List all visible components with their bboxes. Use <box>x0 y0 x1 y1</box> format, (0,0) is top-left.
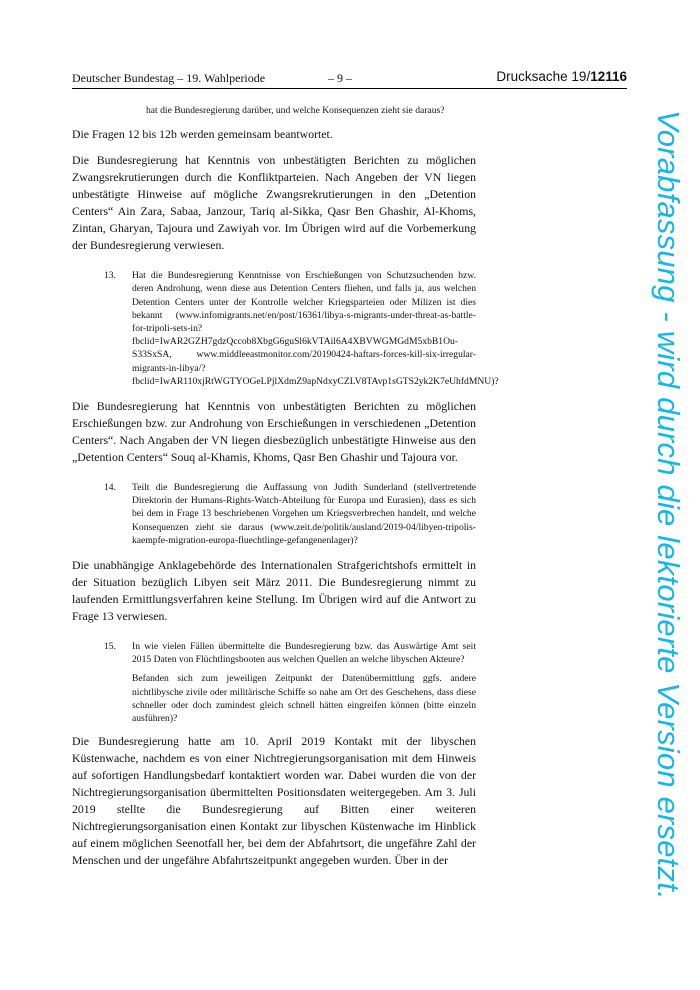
question-15-followup: Befanden sich zum jeweiligen Zeitpunkt der Datenübermittlung ggfs. andere nichtlibysche zivile oder militärische Schiffe so nahe am Ort des Geschehens, dass diese schneller oder doch zumindest gleich schnell hätten eingreifen können (bitte einzeln ausführen)? <box>132 673 476 725</box>
question-13-text: Hat die Bundesregierung Kenntnisse von Erschießungen von Schutzsuchenden bzw. deren Androhung, wenn diese aus Detention Centers fliehen, und falls ja, aus welchen Detention Centers unter der Kontrolle welcher Kriegsparteien oder Milizen ist dies bekannt (www.infomigrants.net/en/post/16361/libya-s-migrants-under-threat-as-battle-for-tripoli-sets-in?fbclid=IwAR2GZH7gdzQccob8XbgG6guSl6kVTAil6A4XBVWGMGdM5xbB1Ou-S33SxSA, www.middleeastmonitor.com/20190424-haftars-forces-kill-six-irregular-migrants-in-libya/?fbclid=IwAR110xjRtWGTYOGeLPjlXdmZ9apNdxyCZLV8TAvp1sGTS2yk2K7eUhfdMNU)? <box>132 270 499 387</box>
document-body <box>72 104 499 878</box>
document-number-prefix: Drucksache <box>496 69 572 84</box>
question-15-number: 15. <box>104 641 116 653</box>
answer-13: Die Bundesregierung hat Kenntnis von unbestätigten Berichten zu möglichen Erschießungen bzw. zur Androhung von Erschießungen in verschiedenen „Detention Centers“. Nach Angaben der VN liegen diesbezüglich unbestätigte Hinweise aus den „Detention Centers“ Souq al-Khamis, Khoms, Qasr Ben Ghashir und Tajoura vor. <box>72 399 476 465</box>
question-13 <box>72 269 499 388</box>
draft-watermark <box>648 110 690 900</box>
question-15-text: In wie vielen Fällen übermittelte die Bundesregierung bzw. das Auswärtige Amt seit 2015 Daten von Flüchtlingsbooten aus welchen Quellen an welche libyschen Akteure? <box>132 641 476 666</box>
question-14 <box>72 481 476 547</box>
answer-12-intro: Die Fragen 12 bis 12b werden gemeinsam beantwortet. <box>72 127 333 142</box>
page-header <box>72 70 627 86</box>
page-number: – 9 – <box>328 71 352 85</box>
question-14-number: 14. <box>104 482 116 494</box>
document-number-period: 19/ <box>571 69 591 84</box>
answer-14: Die unabhängige Anklagebehörde des Internationalen Strafgerichtshofs ermittelt in der Situation bezüglich Libyen seit März 2011. Die Bundesregierung nimmt zu laufenden Ermittlungsverfahren keine Stellung. Im Übrigen wird auf die Antwort zu Frage 13 verwiesen. <box>72 558 476 624</box>
document-number-id: 12116 <box>590 69 627 84</box>
question-14-text: Teilt die Bundesregierung die Auffassung von Judith Sunderland (stellvertretende Direktorin der Humans-Rights-Watch-Abteilung für Europa und Eurasien), dass es sich bei dem in Frage 13 beschriebenen Vorgehen um Kriegsverbrechen handelt, und welche Konsequenzen zieht sie daraus (www.zeit.de/politik/ausland/2019-04/libyen-tripolis-kaempfe-migration-europa-fluechtlinge-gefangenenlager)? <box>132 482 476 546</box>
question-13-number: 13. <box>104 270 116 282</box>
answer-15: Die Bundesregierung hatte am 10. April 2019 Kontakt mit der libyschen Küstenwache, nachdem es von einer Nichtregierungsorganisation mit dem Hinweis auf sofortigen Handlungsbedarf kontaktiert worden war. Dabei wurden die von der Nichtregierungsorganisation übermittelten Positionsdaten weitergegeben. Am 3. Juli 2019 stellte die Bundesregierung auf Bitten einer weiteren Nichtregierungsorganisation einen Kontakt zur libyschen Küstenwache im Hinblick auf einem möglichen Seenotfall her, bei dem der Abfahrtsort, die ungefähre Zahl der Menschen und der ungefähre Abfahrtszeitpunkt angegeben wurden. Über in der <box>72 734 476 868</box>
document-number <box>496 69 627 85</box>
question-12b-tail: hat die Bundesregierung darüber, und welche Konsequenzen zieht sie daraus? <box>146 105 445 116</box>
answer-12-body: Die Bundesregierung hat Kenntnis von unbestätigten Berichten zu möglichen Zwangsrekrutierungen durch die Konfliktparteien. Nach Angeben der VN liegen unbestätigte Hinweise auf mögliche Zwangsrekrutierungen in den „Detention Centers“ Ain Zara, Sabaa, Janzour, Tariq al-Sikka, Qasr Ben Ghashir, Al-Khoms, Zintan, Gharyan, Tajoura und Zawiyah vor. Im Übrigen wird auf die Vorbemerkung der Bundesregierung verwiesen. <box>72 153 476 253</box>
question-15 <box>72 640 476 666</box>
draft-watermark-text: Vorabfassung - wird durch die lektorierte Version ersetzt. <box>651 110 686 900</box>
header-parliament: Deutscher Bundestag – 19. Wahlperiode <box>72 71 266 85</box>
header-divider <box>72 88 627 89</box>
